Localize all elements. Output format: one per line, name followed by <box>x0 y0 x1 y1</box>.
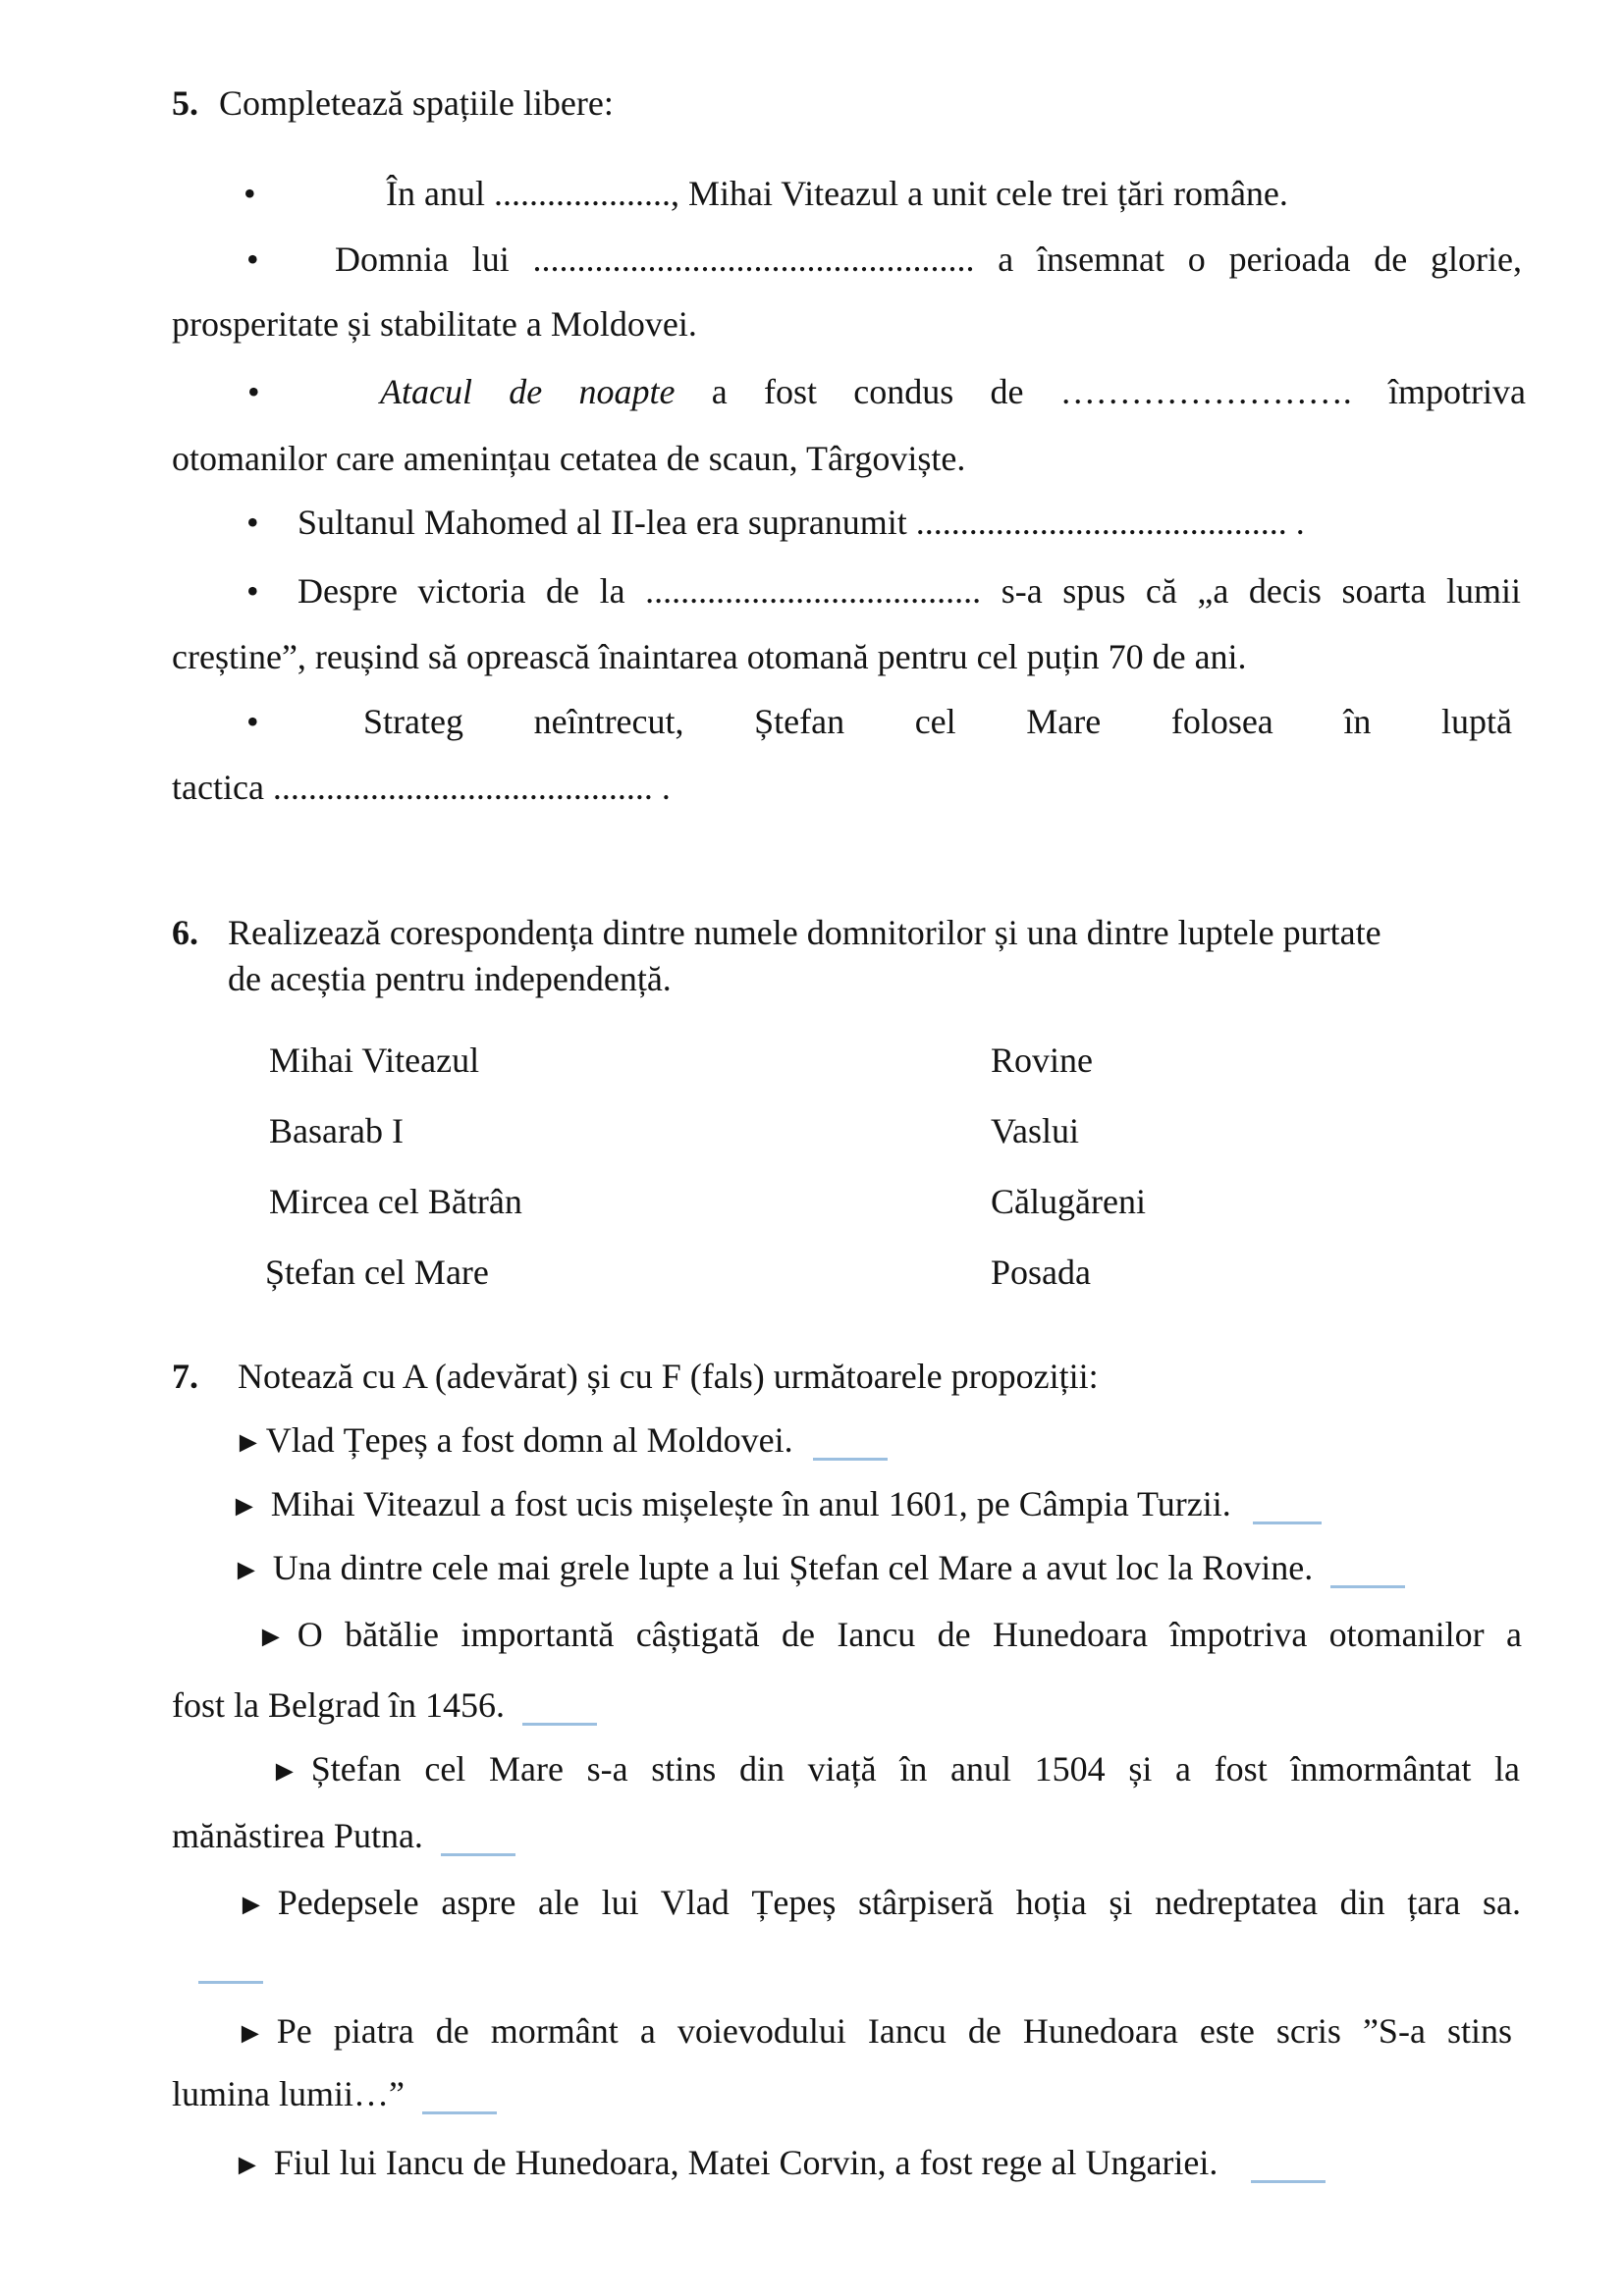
statement-continuation <box>172 1682 597 1728</box>
answer-blank <box>1251 2178 1326 2183</box>
item6-title-line1: Realizează corespondența dintre numele domnitorilor și una dintre luptele purtate <box>228 913 1381 952</box>
bullet-icon: • <box>244 174 256 213</box>
item7-number: 7. <box>172 1357 198 1396</box>
answer-blank <box>422 2109 497 2114</box>
answer-blank <box>522 1721 597 1726</box>
item5-bullet6-line1: Strateg neîntrecut, Ștefan cel Mare folosea în luptă <box>363 702 1512 741</box>
statement-text: Pedepsele aspre ale lui Vlad Țepeș stârpiseră hoția și nedreptatea din țara sa. <box>277 1883 1521 1922</box>
statement-text: mănăstirea Putna. <box>172 1816 423 1855</box>
statement-row <box>230 1481 1322 1529</box>
ruler-name: Basarab I <box>269 1111 404 1150</box>
arrow-marker-icon: ► <box>234 1426 263 1459</box>
arrow-marker-icon: ► <box>256 1621 286 1653</box>
statement-text: lumina lumii…” <box>172 2074 405 2113</box>
statement-row <box>237 1880 1521 1928</box>
bullet-icon: • <box>247 372 260 411</box>
statement-text: Mihai Viteazul a fost ucis mișelește în anul 1601, pe Câmpia Turzii. <box>270 1484 1231 1523</box>
item6-heading-line1 <box>172 910 1381 955</box>
answer-blank <box>813 1456 888 1461</box>
battle-name: Rovine <box>991 1041 1093 1080</box>
bullet-icon: • <box>246 571 259 611</box>
item5-title: Completează spațiile libere: <box>219 83 614 123</box>
item5-bullet5-line1: Despre victoria de la ...................................... s-a spus că „a decis soarta lumii <box>298 571 1521 611</box>
battle-name: Posada <box>991 1253 1091 1292</box>
statement-continuation <box>172 2071 497 2116</box>
ruler-name: Mihai Viteazul <box>269 1041 480 1080</box>
statement-text: Una dintre cele mai grele lupte a lui Ștefan cel Mare a avut loc la Rovine. <box>272 1548 1314 1587</box>
item6-heading-line2: de aceștia pentru independență. <box>228 959 672 998</box>
arrow-marker-icon: ► <box>236 2017 265 2050</box>
item5-number: 5. <box>172 83 198 123</box>
item6-number: 6. <box>172 913 198 952</box>
match-row <box>0 1179 1624 1224</box>
arrow-marker-icon: ► <box>237 1889 266 1921</box>
statement-blank-line <box>198 1941 263 1986</box>
statement-text: fost la Belgrad în 1456. <box>172 1685 505 1725</box>
statement-text: O bătălie importantă câștigată de Iancu de Hunedoara împotriva otomanilor a <box>297 1615 1522 1654</box>
item5-bullet3-line2: otomanilor care amenințau cetatea de scaun, Târgoviște. <box>172 439 966 478</box>
item5-heading <box>172 80 614 126</box>
match-row <box>0 1038 1624 1083</box>
item5-bullet5-line2: creștine”, reușind să oprească înaintarea otomană pentru cel puțin 70 de ani. <box>172 637 1247 676</box>
item7-heading <box>172 1354 1099 1399</box>
ruler-name: Ștefan cel Mare <box>265 1253 489 1292</box>
match-row <box>0 1108 1624 1153</box>
statement-text: Ștefan cel Mare s-a stins din viață în anul 1504 și a fost înmormântat la <box>310 1749 1520 1789</box>
item5-bullet2-line2: prosperitate și stabilitate a Moldovei. <box>172 304 697 344</box>
answer-blank <box>1330 1583 1405 1588</box>
statement-row <box>233 2140 1326 2188</box>
battle-name: Vaslui <box>991 1111 1079 1150</box>
item5-bullet2-line1: Domnia lui .................................................. a însemnat o perioada de glorie, <box>335 240 1522 279</box>
match-row <box>0 1250 1624 1295</box>
answer-blank <box>1253 1520 1322 1524</box>
statement-row <box>232 1545 1405 1593</box>
statement-row <box>270 1746 1520 1794</box>
statement-row <box>256 1612 1522 1660</box>
statement-row <box>234 1417 888 1466</box>
night-attack-italic: Atacul de noapte <box>380 372 676 411</box>
bullet-icon: • <box>246 702 259 741</box>
answer-blank <box>198 1979 263 1984</box>
bullet-icon: • <box>246 240 259 279</box>
item5-bullet3-rest: a fost condus de ……………………. împotriva <box>675 372 1526 411</box>
item5-bullet4-text: Sultanul Mahomed al II-lea era supranumit .......................................... . <box>298 503 1305 542</box>
bullet-icon: • <box>246 503 259 542</box>
ruler-name: Mircea cel Bătrân <box>269 1182 522 1221</box>
battle-name: Călugăreni <box>991 1182 1146 1221</box>
arrow-marker-icon: ► <box>233 2149 262 2181</box>
item7-title: Notează cu A (adevărat) și cu F (fals) următoarele propoziții: <box>238 1357 1099 1396</box>
statement-continuation <box>172 1813 515 1858</box>
item5-bullet6-line2: tactica ........................................... . <box>172 768 671 807</box>
arrow-marker-icon: ► <box>230 1490 259 1522</box>
statement-text: Vlad Țepeș a fost domn al Moldovei. <box>265 1420 793 1460</box>
answer-blank <box>441 1851 515 1856</box>
statement-text: Pe piatra de mormânt a voievodului Iancu de Hunedoara este scris ”S-a stins <box>276 2011 1512 2051</box>
arrow-marker-icon: ► <box>232 1554 261 1586</box>
statement-row <box>236 2008 1512 2056</box>
item5-bullet3-line1 <box>380 369 1526 414</box>
item5-bullet1-text: În anul ...................., Mihai Viteazul a unit cele trei țări române. <box>386 174 1288 213</box>
statement-text: Fiul lui Iancu de Hunedoara, Matei Corvin, a fost rege al Ungariei. <box>273 2143 1218 2182</box>
arrow-marker-icon: ► <box>270 1755 299 1788</box>
